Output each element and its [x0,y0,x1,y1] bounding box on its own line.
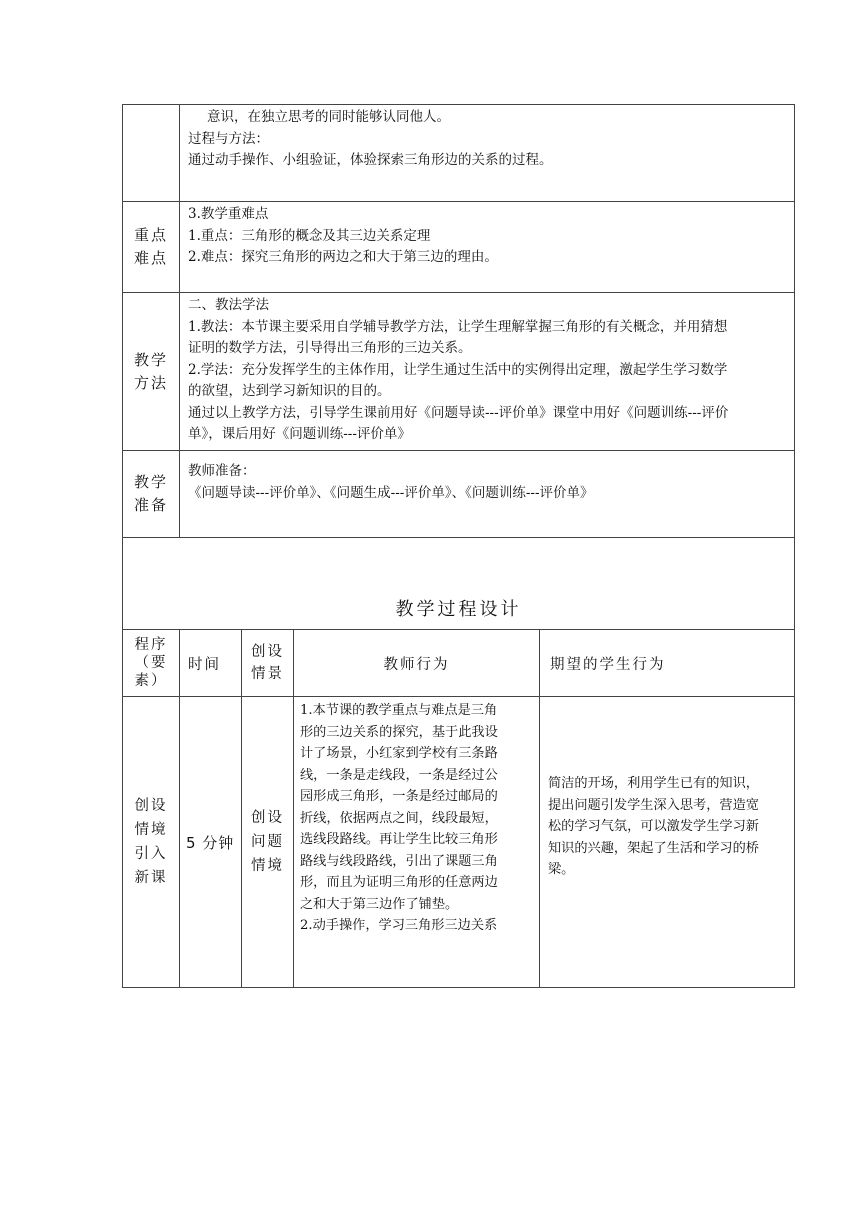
text-line: 之和大于第三边作了铺垫。 [300,896,459,912]
sequence-label: 新课 [134,870,168,886]
preparation-content-cell [180,451,795,538]
text-line: 1.重点：三角形的概念及其三边关系定理 [188,227,431,244]
sequence-label: 情境 [134,822,168,838]
objectives-row [123,105,795,202]
text-line: 单》，课后用好《问题训练---评价单》 [188,426,411,442]
text-line: 通过动手操作、小组验证，体验探索三角形边的关系的过程。 [188,152,553,168]
text-line: 教师准备： [188,463,256,479]
text-line: 2.难点：探究三角形的两边之和大于第三边的理由。 [188,249,498,265]
process-title-row [123,538,795,630]
scene-label: 情境 [251,858,284,874]
lesson-plan-table [122,104,795,630]
key-points-label-cell [123,202,180,293]
header-label: 创设 [251,644,284,660]
text-line: 通过以上教学方法，引导学生课前用好《问题导读---评价单》课堂中用好《问题训练---评价 [188,404,729,421]
text-line: 知识的兴趣，架起了生活和学习的桥 [548,840,759,856]
text-line: 折线，依据两点之间，线段最短， [300,810,498,826]
header-time [180,630,242,697]
header-label: 时间 [188,656,221,673]
sequence-label: 引入 [134,846,168,862]
key-points-content-cell [180,202,795,293]
text-line: 证明的数学方法，引导得出三角形的三边关系。 [188,340,472,356]
time-cell [180,697,242,988]
text-line: 过程与方法： [188,130,269,147]
sequence-cell [123,697,180,988]
text-line: 3.教学重难点 [188,206,269,222]
methods-content-cell [180,293,795,451]
header-label: （要 [134,655,168,671]
teacher-behavior-cell [294,697,540,988]
methods-label-cell [123,293,180,451]
process-row [123,697,795,988]
header-sequence [123,630,180,697]
text-line: 园形成三角形，一条是经过邮局的 [300,789,498,804]
process-title-cell [123,538,795,630]
header-teacher [294,630,540,697]
process-title: 教学过程设计 [395,599,522,620]
row-label: 方法 [133,373,168,392]
text-line: 2.学法：充分发挥学生的主体作用，让学生通过生活中的实例得出定理，激起学生学习数学 [188,361,728,378]
header-label: 教师行为 [383,656,450,673]
header-label: 素） [134,673,168,689]
process-header-row [123,630,795,697]
text-line: 提出问题引发学生深入思考，营造宽 [548,797,759,813]
row-label: 教学 [133,350,168,369]
text-line: 选线段路线。再让学生比较三角形 [300,832,498,847]
preparation-row [123,451,795,538]
header-label: 期望的学生行为 [550,656,666,673]
text-line: 形，而且为证明三角形的任意两边 [300,875,498,890]
text-line: 1.本节课的教学重点与难点是三角 [300,703,498,718]
row-label: 难点 [133,249,168,267]
header-label: 情景 [251,666,284,682]
text-line: 梁。 [548,862,575,877]
time-value: 5 分钟 [186,833,235,852]
row-label: 准备 [133,496,168,514]
text-line: 二、教法学法 [188,297,269,313]
sequence-label: 创设 [134,798,168,814]
scene-label: 问题 [251,834,284,850]
objectives-content-cell [180,105,795,202]
key-points-row [123,202,795,293]
row-label: 教学 [133,473,168,491]
scene-label: 创设 [251,810,284,826]
text-line: 意识，在独立思考的同时能够认同他人。 [207,109,450,125]
text-line: 简洁的开场，利用学生已有的知识， [548,776,759,791]
methods-row [123,293,795,451]
text-line: 2.动手操作，学习三角形三边关系 [300,918,498,933]
text-line: 路线与线段路线，引出了课题三角 [300,853,498,869]
text-line: 松的学习气氛，可以激发学生学习新 [548,819,759,834]
preparation-label-cell [123,451,180,538]
text-line: 的欲望，达到学习新知识的目的。 [188,383,391,399]
header-student [540,630,795,697]
row-label: 重点 [133,226,168,244]
scene-cell [242,697,294,988]
objectives-label-cell [123,105,180,202]
text-line: 形的三边关系的探究，基于此我设 [300,724,498,740]
student-behavior-cell [540,697,795,988]
header-scene [242,630,294,697]
text-line: 线，一条是走线段，一条是经过公 [300,767,498,783]
header-label: 程序 [134,637,168,653]
text-line: 计了场景，小红家到学校有三条路 [300,746,498,761]
process-table [122,629,795,988]
text-line: 1.教法：本节课主要采用自学辅导教学方法，让学生理解掌握三角形的有关概念，并用猜想 [188,318,728,335]
text-line: 《问题导读---评价单》、《问题生成---评价单》、《问题训练---评价单》 [188,484,594,501]
